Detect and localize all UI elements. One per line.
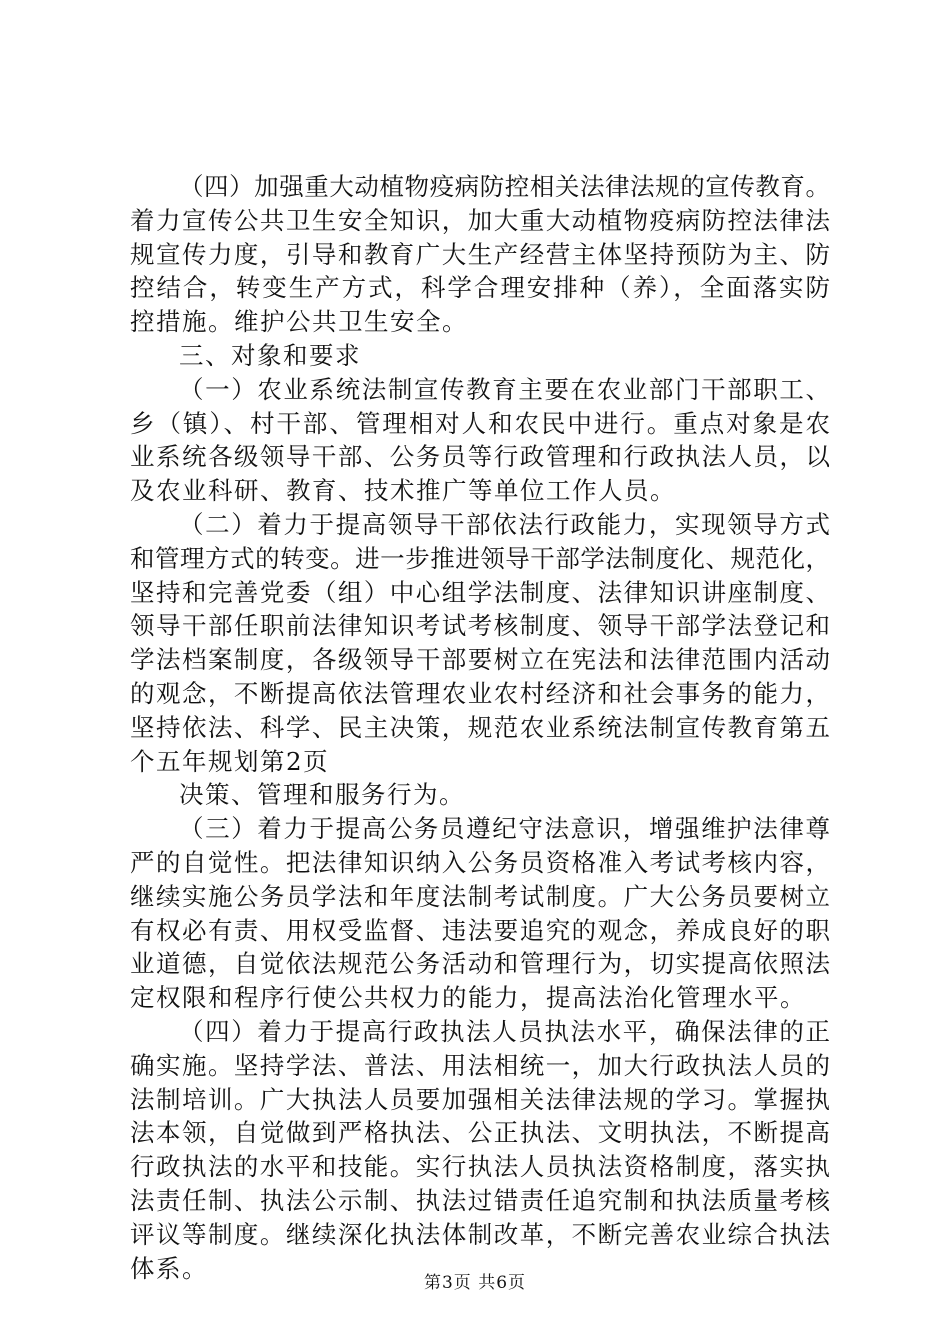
text-line: 法制培训。广大执法人员要加强相关法律法规的学习。掌握执	[130, 1084, 830, 1114]
text-line: 继续实施公务员学法和年度法制考试制度。广大公务员要树立	[130, 881, 830, 911]
section-heading: 三、对象和要求	[179, 340, 361, 370]
paragraph-item-3	[130, 812, 830, 1015]
paragraph-item-4	[130, 1015, 830, 1285]
text-line: （一）农业系统法制宣传教育主要在农业部门干部职工、	[179, 374, 830, 404]
text-line: 定权限和程序行使公共权力的能力，提高法治化管理水平。	[130, 983, 806, 1013]
text-line: 法责任制、执法公示制、执法过错责任追究制和执法质量考核	[130, 1185, 830, 1215]
text-line: 个五年规划第2页	[130, 746, 330, 776]
text-line: 控结合，转变生产方式，科学合理安排种（养），全面落实防	[130, 273, 830, 303]
text-line: 领导干部任职前法律知识考试考核制度、领导干部学法登记和	[130, 611, 830, 641]
text-line: （四）着力于提高行政执法人员执法水平，确保法律的正	[179, 1016, 830, 1046]
section-heading-duixiang-yaoqiu	[130, 339, 830, 373]
page-number-footer: 第3页 共6页	[423, 1273, 527, 1293]
text-line: 着力宣传公共卫生安全知识，加大重大动植物疫病防控法律法	[130, 205, 830, 235]
text-line: 业系统各级领导干部、公务员等行政管理和行政执法人员，以	[130, 442, 830, 472]
text-line: （四）加强重大动植物疫病防控相关法律法规的宣传教育。	[179, 172, 830, 201]
text-line: 坚持依法、科学、民主决策，规范农业系统法制宣传教育第五	[130, 712, 830, 742]
text-line: 行政执法的水平和技能。实行执法人员执法资格制度，落实执	[130, 1152, 830, 1182]
text-line: 学法档案制度，各级领导干部要树立在宪法和法律范围内活动	[130, 645, 830, 675]
text-line: 和管理方式的转变。进一步推进领导干部学法制度化、规范化，	[130, 543, 830, 573]
text-line: 规宣传力度，引导和教育广大生产经营主体坚持预防为主、防	[130, 239, 830, 269]
paragraph-dongzhiwu-yibing	[130, 170, 830, 339]
text-line: 控措施。维护公共卫生安全。	[130, 307, 468, 337]
text-line: 及农业科研、教育、技术推广等单位工作人员。	[130, 476, 676, 506]
text-line: 坚持和完善党委（组）中心组学法制度、法律知识讲座制度、	[130, 577, 830, 607]
text-line: 体系。	[130, 1253, 208, 1283]
text-line: 乡（镇）、村干部、管理相对人和农民中进行。重点对象是农	[130, 408, 830, 438]
text-line: 有权必有责、用权受监督、违法要追究的观念，养成良好的职	[130, 915, 830, 945]
document-body	[130, 170, 830, 1285]
text-line: 评议等制度。继续深化执法体制改革，不断完善农业综合执法	[130, 1219, 830, 1249]
text-line: 严的自觉性。把法律知识纳入公务员资格准入考试考核内容，	[130, 847, 830, 877]
text-line: （三）着力于提高公务员遵纪守法意识，增强维护法律尊	[179, 814, 830, 844]
paragraph-item-2	[130, 508, 830, 778]
text-line: 确实施。坚持学法、普法、用法相统一，加大行政执法人员的	[130, 1050, 830, 1080]
text-line: 的观念，不断提高依法管理农业农村经济和社会事务的能力，	[130, 678, 830, 708]
text-line: 法本领，自觉做到严格执法、公正执法、文明执法，不断提高	[130, 1118, 830, 1148]
paragraph-item-1	[130, 373, 830, 508]
text-line: （二）着力于提高领导干部依法行政能力，实现领导方式	[179, 509, 830, 539]
paragraph-continuation	[130, 778, 830, 812]
text-line: 决策、管理和服务行为。	[179, 780, 465, 810]
text-line: 业道德，自觉依法规范公务活动和管理行为，切实提高依照法	[130, 949, 830, 979]
